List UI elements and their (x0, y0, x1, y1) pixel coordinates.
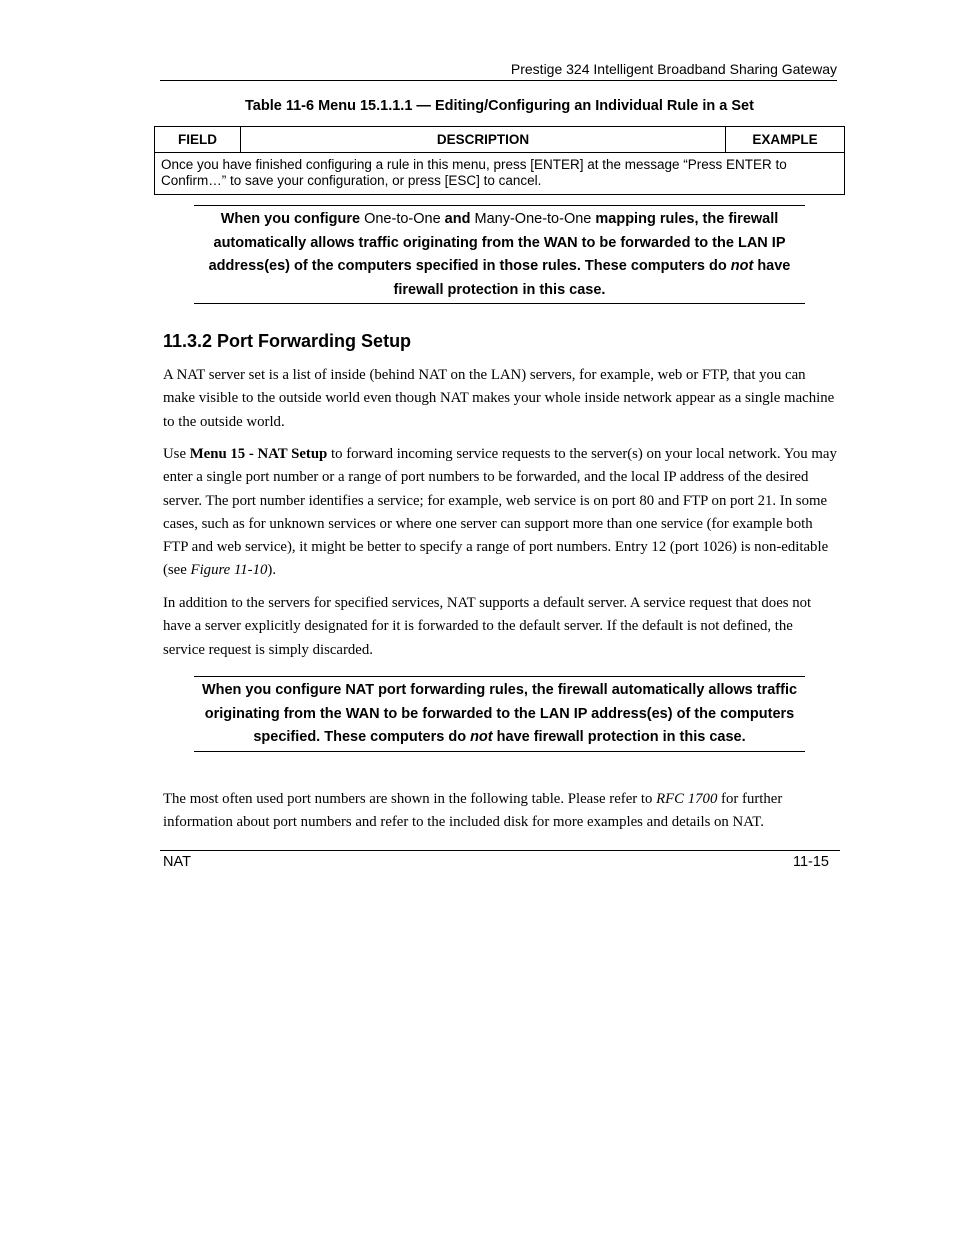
column-header-field: FIELD (155, 127, 241, 153)
paragraph-text: Use (163, 446, 190, 462)
note-one-to-one-warning (194, 205, 805, 304)
table-header-row (155, 127, 845, 153)
note-text: When you configure (220, 211, 365, 227)
paragraph-menu-15-usage (163, 443, 837, 583)
paragraph-text: The most often used port numbers are shown in the following table. Please refer to (163, 791, 657, 807)
note-text: When you configure NAT port forwarding rules, the firewall automatically allows traffic originating from the WAN to be forwarded to the LAN IP address(es) of the computers specified. These computers do (201, 682, 798, 745)
note-text: have firewall protection in this case. (492, 729, 746, 745)
note-text: and (440, 211, 475, 227)
column-header-example: EXAMPLE (726, 127, 845, 153)
note-term-many-one-to-one: Many-One-to-One (474, 211, 592, 227)
page-header (160, 60, 837, 81)
rfc-reference: RFC 1700 (656, 791, 718, 807)
paragraph-default-server: In addition to the servers for specified services, NAT supports a default server. A service request that does not have a server explicitly designated for it is forwarded to the default server. If the default is not defined, the service request is simply discarded. (163, 595, 812, 658)
rule-table (154, 126, 845, 195)
note-text: have firewall protection in this case. (393, 258, 791, 298)
page-footer (160, 850, 840, 870)
table-footnote-cell: Once you have finished configuring a rule in this menu, press [ENTER] at the message “Press ENTER to Confirm…” to save your configuration, or press [ESC] to cancel. (155, 153, 845, 195)
footer-page-number: 11-15 (792, 854, 829, 870)
menu-reference: Menu 15 - NAT Setup (189, 446, 328, 462)
column-header-description: DESCRIPTION (241, 127, 726, 153)
paragraph-nat-server-set: A NAT server set is a list of inside (behind NAT on the LAN) servers, for example, web or FTP, that you can make visible to the outside world even though NAT makes your whole inside network appear as a single machine to the outside world. (163, 367, 835, 430)
header-title: Prestige 324 Intelligent Broadband Sharing Gateway (510, 61, 837, 77)
section-heading: 11.3.2 Port Forwarding Setup (163, 331, 412, 351)
note-text: mapping rules, the firewall automatically allows traffic originating from the WAN to be forwarded to the LAN IP address(es) of the computers specified in those rules. These computers do (208, 211, 786, 274)
note-emphasis-not: not (470, 729, 493, 745)
paragraph-text: ). (267, 562, 277, 579)
paragraph-text: for further information about port numbers and refer to the included disk for more examples and details on NAT. (163, 791, 783, 831)
note-emphasis-not: not (730, 258, 754, 274)
paragraph-port-numbers (163, 788, 837, 835)
figure-reference: Figure 11-10 (190, 562, 268, 579)
table-caption: Table 11-6 Menu 15.1.1.1 — Editing/Configuring an Individual Rule in a Set (245, 98, 754, 114)
note-port-forwarding-warning (194, 676, 805, 752)
footer-chapter: NAT (163, 854, 191, 870)
paragraph-text: to forward incoming service requests to the server(s) on your local network. You may enter a single port number or a range of port numbers to be forwarded, and the local IP address of the desired server. The port number identifies a service; for example, web service is on port 80 and FTP on port 21. In some cases, such as for unknown services or where one server can support more than one service (for example both FTP and web service), it might be better to specify a range of port numbers. Entry 12 (port 1026) is non-editable (see (163, 446, 837, 579)
table-row (155, 153, 845, 195)
note-term-one-to-one: One-to-One (364, 211, 441, 227)
